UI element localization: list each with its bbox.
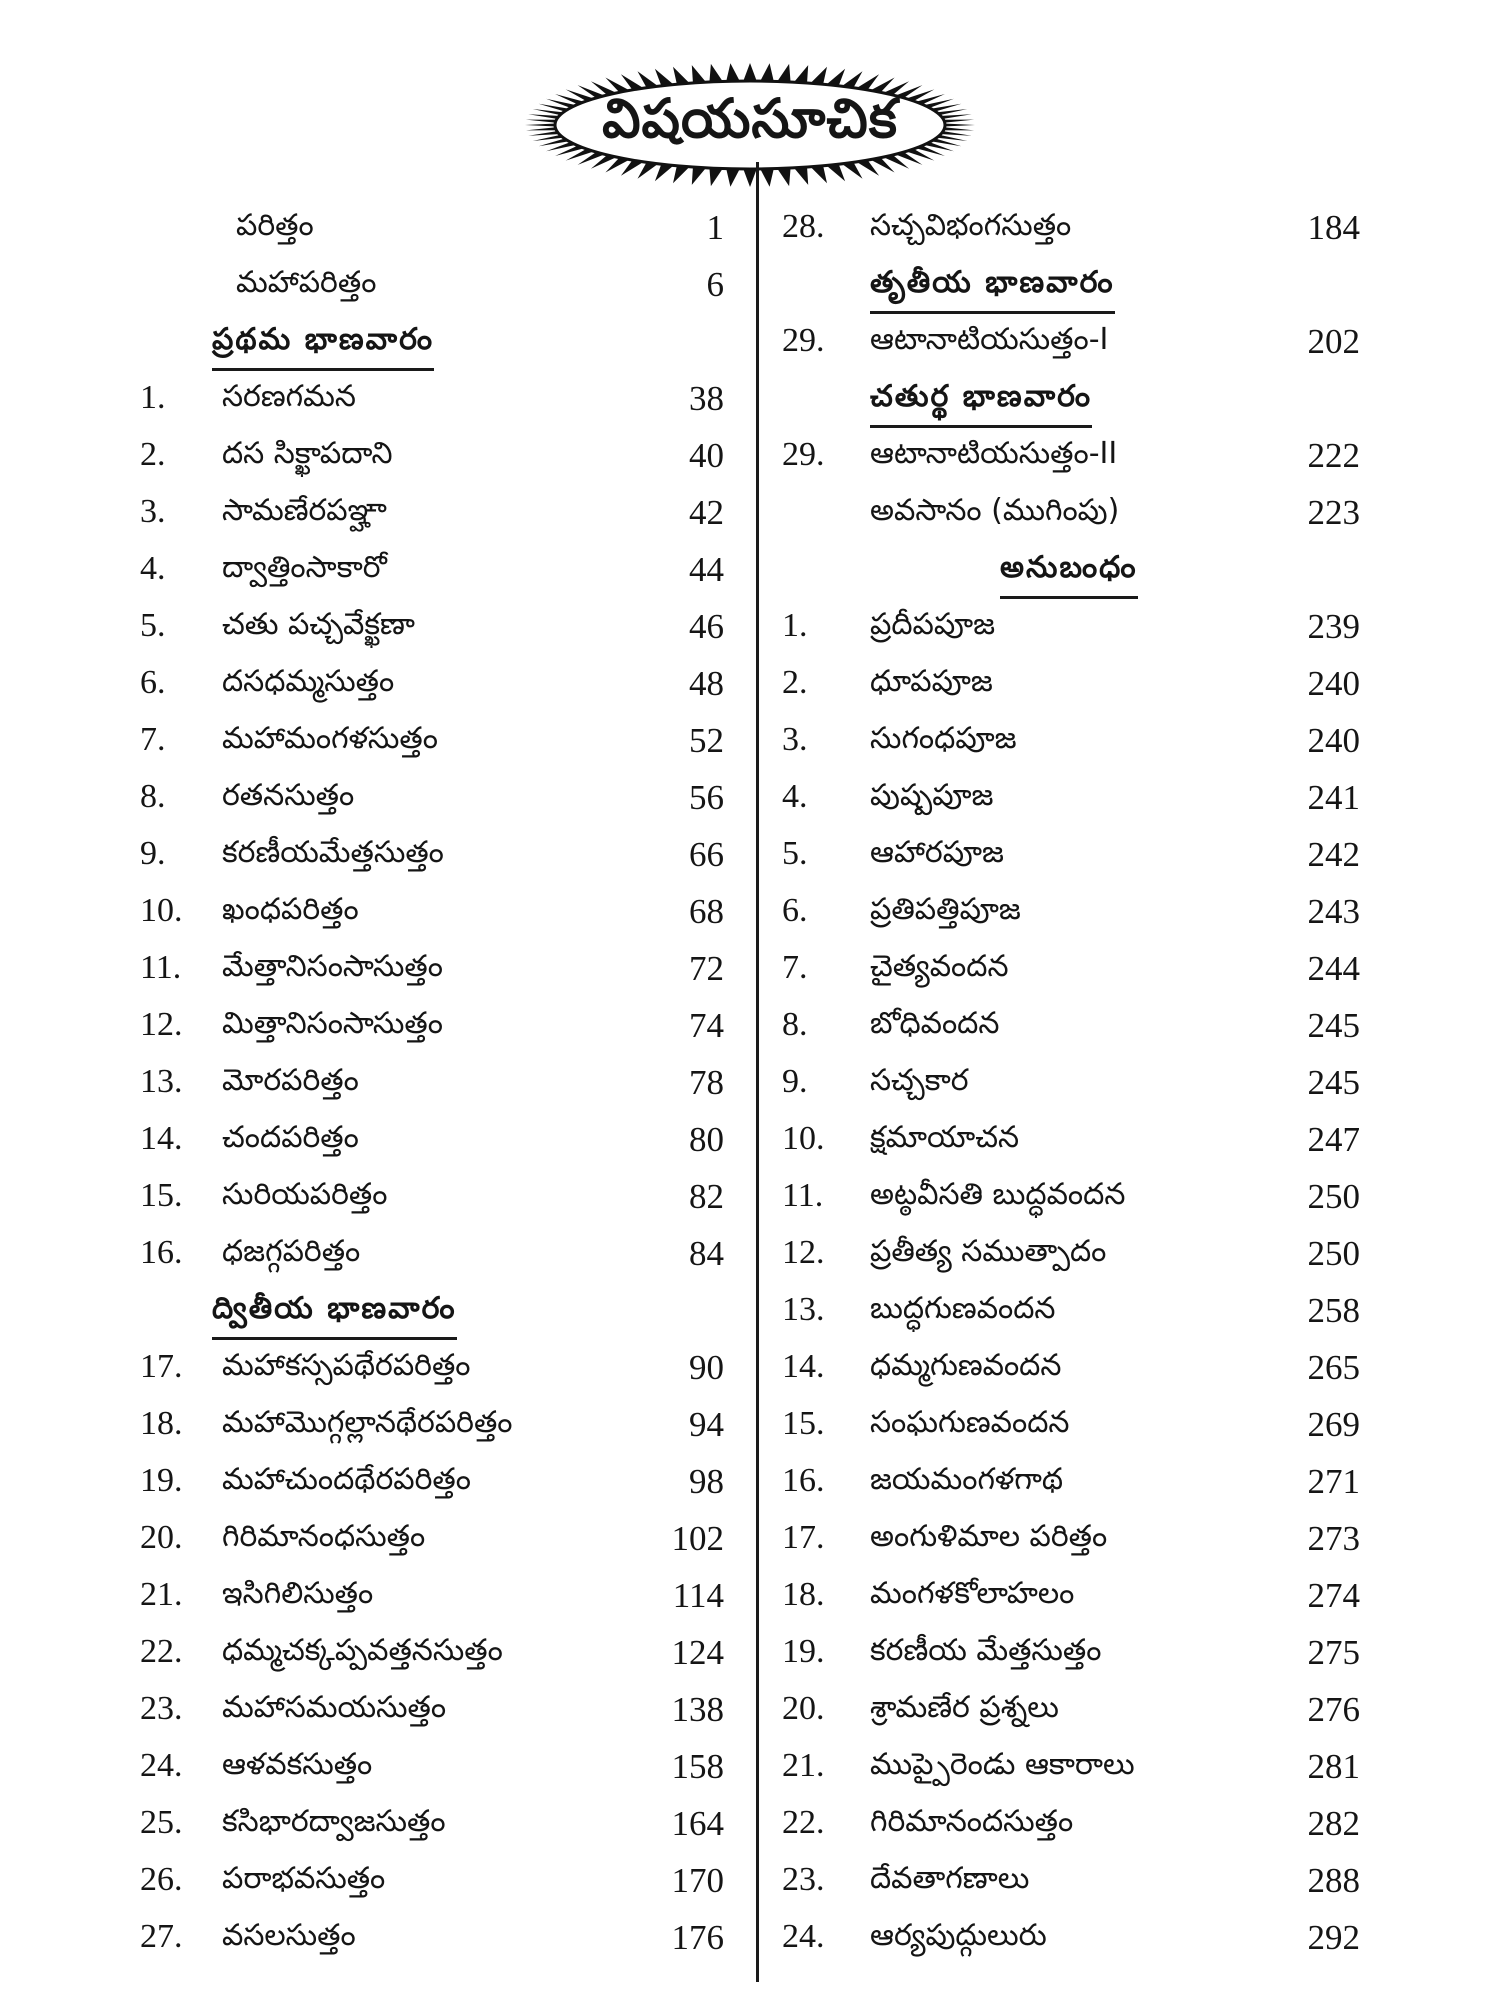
entry-title: ప్రదీపపూజ bbox=[870, 607, 996, 642]
column-divider bbox=[756, 162, 759, 1982]
section-heading-text: అనుబంధం bbox=[1000, 550, 1138, 599]
entry-number: 14. bbox=[140, 1120, 183, 1157]
entry-title: ఆర్యపుద్గులురు bbox=[870, 1918, 1047, 1953]
entry-number: 24. bbox=[782, 1918, 825, 1955]
toc-entry[interactable] bbox=[770, 1568, 1500, 1625]
entry-page: 271 bbox=[1307, 1462, 1360, 1501]
entry-page: 242 bbox=[1307, 835, 1360, 874]
entry-page: 6 bbox=[706, 265, 724, 304]
entry-page: 46 bbox=[689, 607, 724, 646]
entry-title: ముప్పైరెండు ఆకారాలు bbox=[870, 1747, 1135, 1782]
page-title: విషయసూచిక bbox=[602, 86, 898, 150]
entry-title: ఆహారపూజ bbox=[870, 835, 1004, 870]
section-heading bbox=[770, 257, 1500, 314]
right-column bbox=[770, 200, 1500, 1967]
entry-title: శ్రామణేర ప్రశ్నలు bbox=[870, 1690, 1059, 1725]
entry-title: వసలసుత్తం bbox=[222, 1918, 356, 1953]
entry-page: 258 bbox=[1307, 1291, 1360, 1330]
entry-page: 82 bbox=[689, 1177, 724, 1216]
entry-page: 42 bbox=[689, 493, 724, 532]
entry-title: కరణీయ మేత్తసుత్తం bbox=[870, 1633, 1102, 1668]
entry-title: ప్రతిపత్తిపూజ bbox=[870, 892, 1021, 927]
entry-title: మహాసమయసుత్తం bbox=[222, 1690, 447, 1725]
toc-entry[interactable] bbox=[770, 428, 1500, 485]
entry-title: సరణగమన bbox=[222, 379, 356, 414]
toc-entry[interactable] bbox=[0, 485, 740, 542]
entry-number: 21. bbox=[140, 1576, 183, 1613]
toc-entry[interactable] bbox=[770, 1169, 1500, 1226]
entry-title: రతనసుత్తం bbox=[222, 778, 355, 813]
toc-entry[interactable] bbox=[770, 314, 1500, 371]
entry-page: 247 bbox=[1307, 1120, 1360, 1159]
entry-number: 14. bbox=[782, 1348, 825, 1385]
toc-entry[interactable] bbox=[770, 713, 1500, 770]
entry-number: 5. bbox=[782, 835, 808, 872]
section-heading bbox=[770, 371, 1500, 428]
entry-number: 19. bbox=[140, 1462, 183, 1499]
entry-title: ఆళవకసుత్తం bbox=[222, 1747, 373, 1782]
entry-title: ధమ్మగుణవందన bbox=[870, 1348, 1062, 1383]
left-column bbox=[0, 200, 740, 1967]
entry-number: 2. bbox=[782, 664, 808, 701]
entry-page: 170 bbox=[671, 1861, 724, 1900]
entry-title: గిరిమానందసుత్తం bbox=[870, 1804, 1074, 1839]
entry-page: 241 bbox=[1307, 778, 1360, 817]
entry-page: 269 bbox=[1307, 1405, 1360, 1444]
entry-page: 56 bbox=[689, 778, 724, 817]
section-heading-text: ద్వితీయ భాణవారం bbox=[212, 1291, 457, 1340]
entry-number: 13. bbox=[782, 1291, 825, 1328]
entry-number: 7. bbox=[140, 721, 166, 758]
entry-page: 276 bbox=[1307, 1690, 1360, 1729]
entry-title: సంఘగుణవందన bbox=[870, 1405, 1070, 1440]
toc-entry[interactable] bbox=[0, 1568, 740, 1625]
entry-title: ఖంధపరిత్తం bbox=[222, 892, 359, 927]
toc-entry[interactable] bbox=[770, 1397, 1500, 1454]
entry-page: 202 bbox=[1307, 322, 1360, 361]
entry-page: 250 bbox=[1307, 1234, 1360, 1273]
entry-title: ధూపపూజ bbox=[870, 664, 993, 699]
entry-number: 17. bbox=[782, 1519, 825, 1556]
section-heading-text: ప్రథమ భాణవారం bbox=[212, 322, 434, 371]
entry-title: ఆటానాటియసుత్తం-I bbox=[870, 322, 1109, 357]
entry-number: 6. bbox=[140, 664, 166, 701]
toc-entry[interactable] bbox=[770, 827, 1500, 884]
entry-title: సుగంధపూజ bbox=[870, 721, 1017, 756]
entry-number: 10. bbox=[782, 1120, 825, 1157]
section-heading-text: చతుర్థ భాణవారం bbox=[870, 379, 1092, 428]
entry-title: ధమ్మచక్కప్పవత్తనసుత్తం bbox=[222, 1633, 503, 1668]
entry-title: ద్వాత్తింసాకారో bbox=[222, 550, 387, 585]
entry-title: అంగుళిమాల పరిత్తం bbox=[870, 1519, 1108, 1554]
entry-page: 98 bbox=[689, 1462, 724, 1501]
entry-title: అట్ఠవీసతి బుద్ధవందన bbox=[870, 1177, 1126, 1212]
toc-entry[interactable] bbox=[0, 656, 740, 713]
entry-number: 13. bbox=[140, 1063, 183, 1100]
entry-title: మహామంగళసుత్తం bbox=[222, 721, 438, 756]
toc-entry[interactable] bbox=[770, 1853, 1500, 1910]
entry-number: 9. bbox=[782, 1063, 808, 1100]
entry-title: గిరిమానంధసుత్తం bbox=[222, 1519, 426, 1554]
entry-page: 114 bbox=[672, 1576, 724, 1615]
entry-title: బుద్ధగుణవందన bbox=[870, 1291, 1056, 1326]
toc-entry[interactable] bbox=[0, 770, 740, 827]
entry-page: 94 bbox=[689, 1405, 724, 1444]
entry-page: 243 bbox=[1307, 892, 1360, 931]
toc-entry[interactable] bbox=[0, 884, 740, 941]
toc-entry[interactable] bbox=[0, 542, 740, 599]
entry-number: 8. bbox=[782, 1006, 808, 1043]
entry-page: 240 bbox=[1307, 721, 1360, 760]
entry-number: 23. bbox=[140, 1690, 183, 1727]
toc-entry[interactable] bbox=[770, 1283, 1500, 1340]
entry-page: 176 bbox=[671, 1918, 724, 1957]
entry-number: 27. bbox=[140, 1918, 183, 1955]
entry-title: మిత్తానిసంసాసుత్తం bbox=[222, 1006, 443, 1041]
entry-number: 4. bbox=[782, 778, 808, 815]
toc-entry[interactable] bbox=[0, 1625, 740, 1682]
toc-entry[interactable] bbox=[0, 1853, 740, 1910]
entry-page: 240 bbox=[1307, 664, 1360, 703]
entry-number: 15. bbox=[782, 1405, 825, 1442]
entry-title: జయమంగళగాథ bbox=[870, 1462, 1064, 1497]
toc-entry[interactable] bbox=[0, 371, 740, 428]
entry-number: 20. bbox=[782, 1690, 825, 1727]
toc-entry[interactable] bbox=[0, 1511, 740, 1568]
entry-page: 72 bbox=[689, 949, 724, 988]
entry-page: 38 bbox=[689, 379, 724, 418]
entry-number: 2. bbox=[140, 436, 166, 473]
entry-title: కరణీయమేత్తసుత్తం bbox=[222, 835, 444, 870]
entry-title: దేవతాగణాలు bbox=[870, 1861, 1030, 1896]
toc-entry[interactable] bbox=[0, 941, 740, 998]
entry-number: 10. bbox=[140, 892, 183, 929]
entry-number: 8. bbox=[140, 778, 166, 815]
entry-page: 184 bbox=[1307, 208, 1360, 247]
entry-page: 164 bbox=[671, 1804, 724, 1843]
toc-entry[interactable] bbox=[770, 1625, 1500, 1682]
toc-entry[interactable] bbox=[0, 1397, 740, 1454]
entry-page: 265 bbox=[1307, 1348, 1360, 1387]
entry-title: ప్రతీత్య సముత్పాదం bbox=[870, 1234, 1107, 1269]
entry-page: 239 bbox=[1307, 607, 1360, 646]
toc-entry[interactable] bbox=[770, 1910, 1500, 1967]
entry-number: 25. bbox=[140, 1804, 183, 1841]
toc-entry[interactable] bbox=[770, 656, 1500, 713]
entry-title: చందపరిత్తం bbox=[222, 1120, 359, 1155]
toc-entry[interactable] bbox=[0, 257, 740, 314]
toc-entry[interactable] bbox=[0, 599, 740, 656]
entry-number: 16. bbox=[140, 1234, 183, 1271]
entry-page: 84 bbox=[689, 1234, 724, 1273]
toc-entry[interactable] bbox=[0, 713, 740, 770]
entry-page: 244 bbox=[1307, 949, 1360, 988]
entry-number: 12. bbox=[782, 1234, 825, 1271]
toc-entry[interactable] bbox=[770, 884, 1500, 941]
entry-number: 7. bbox=[782, 949, 808, 986]
entry-number: 22. bbox=[140, 1633, 183, 1670]
entry-title: అవసానం (ముగింపు) bbox=[870, 493, 1120, 528]
entry-title: మేత్తానిసంసాసుత్తం bbox=[222, 949, 443, 984]
entry-page: 158 bbox=[671, 1747, 724, 1786]
toc-entry[interactable] bbox=[770, 1796, 1500, 1853]
entry-page: 78 bbox=[689, 1063, 724, 1102]
entry-title: మహాపరిత్తం bbox=[236, 265, 377, 300]
entry-page: 52 bbox=[689, 721, 724, 760]
entry-page: 250 bbox=[1307, 1177, 1360, 1216]
entry-title: దసధమ్మసుత్తం bbox=[222, 664, 395, 699]
entry-number: 23. bbox=[782, 1861, 825, 1898]
toc-entry[interactable] bbox=[0, 1112, 740, 1169]
toc-entry[interactable] bbox=[0, 428, 740, 485]
entry-title: ఇసిగిలిసుత్తం bbox=[222, 1576, 374, 1611]
toc-entry[interactable] bbox=[0, 1910, 740, 1967]
toc-entry[interactable] bbox=[770, 485, 1500, 542]
entry-title: ధజగ్గపరిత్తం bbox=[222, 1234, 361, 1269]
toc-entry[interactable] bbox=[770, 1682, 1500, 1739]
toc-entry[interactable] bbox=[0, 1340, 740, 1397]
toc-entry[interactable] bbox=[0, 1226, 740, 1283]
entry-page: 281 bbox=[1307, 1747, 1360, 1786]
entry-page: 124 bbox=[671, 1633, 724, 1672]
toc-entry[interactable] bbox=[0, 1169, 740, 1226]
entry-title: సామణేరపఞ్హా bbox=[222, 493, 387, 528]
entry-number: 3. bbox=[782, 721, 808, 758]
toc-entry[interactable] bbox=[0, 1454, 740, 1511]
toc-entry[interactable] bbox=[0, 998, 740, 1055]
toc-entry[interactable] bbox=[770, 770, 1500, 827]
entry-page: 68 bbox=[689, 892, 724, 931]
entry-page: 80 bbox=[689, 1120, 724, 1159]
entry-title: మహాచుందథేరపరిత్తం bbox=[222, 1462, 471, 1497]
entry-page: 275 bbox=[1307, 1633, 1360, 1672]
toc-entry[interactable] bbox=[770, 200, 1500, 257]
entry-number: 17. bbox=[140, 1348, 183, 1385]
entry-number: 18. bbox=[782, 1576, 825, 1613]
entry-title: పుష్పపూజ bbox=[870, 778, 994, 813]
entry-page: 288 bbox=[1307, 1861, 1360, 1900]
entry-title: కసిభారద్వాజసుత్తం bbox=[222, 1804, 446, 1839]
entry-title: మోరపరిత్తం bbox=[222, 1063, 359, 1098]
entry-title: సురియపరిత్తం bbox=[222, 1177, 388, 1212]
section-heading bbox=[0, 1283, 740, 1340]
entry-number: 29. bbox=[782, 436, 825, 473]
entry-page: 1 bbox=[706, 208, 724, 247]
entry-page: 245 bbox=[1307, 1006, 1360, 1045]
entry-page: 273 bbox=[1307, 1519, 1360, 1558]
entry-title: సచ్చకార bbox=[870, 1063, 969, 1098]
entry-number: 3. bbox=[140, 493, 166, 530]
section-heading bbox=[0, 314, 740, 371]
toc-entry[interactable] bbox=[0, 827, 740, 884]
entry-page: 223 bbox=[1307, 493, 1360, 532]
entry-title: మహాకస్సపథేరపరిత్తం bbox=[222, 1348, 471, 1383]
entry-title: దస సిక్ఖాపదాని bbox=[222, 436, 393, 471]
entry-page: 48 bbox=[689, 664, 724, 703]
entry-page: 138 bbox=[671, 1690, 724, 1729]
entry-page: 74 bbox=[689, 1006, 724, 1045]
entry-page: 90 bbox=[689, 1348, 724, 1387]
entry-number: 22. bbox=[782, 1804, 825, 1841]
toc-entry[interactable] bbox=[0, 200, 740, 257]
toc-entry[interactable] bbox=[0, 1739, 740, 1796]
entry-number: 1. bbox=[140, 379, 166, 416]
entry-number: 28. bbox=[782, 208, 825, 245]
entry-number: 20. bbox=[140, 1519, 183, 1556]
entry-title: పరాభవసుత్తం bbox=[222, 1861, 386, 1896]
toc-entry[interactable] bbox=[770, 941, 1500, 998]
toc-entry[interactable] bbox=[770, 599, 1500, 656]
entry-title: మంగళకోలాహలం bbox=[870, 1576, 1075, 1611]
toc-entry[interactable] bbox=[770, 998, 1500, 1055]
entry-page: 44 bbox=[689, 550, 724, 589]
entry-number: 9. bbox=[140, 835, 166, 872]
entry-page: 40 bbox=[689, 436, 724, 475]
entry-title: చైత్యవందన bbox=[870, 949, 1009, 984]
entry-title: పరిత్తం bbox=[236, 208, 314, 243]
entry-number: 6. bbox=[782, 892, 808, 929]
toc-entry[interactable] bbox=[0, 1055, 740, 1112]
entry-title: మహామొగ్గల్లానథేరపరిత్తం bbox=[222, 1405, 513, 1440]
entry-page: 274 bbox=[1307, 1576, 1360, 1615]
entry-title: బోధివందన bbox=[870, 1006, 1000, 1041]
entry-page: 292 bbox=[1307, 1918, 1360, 1957]
toc-entry[interactable] bbox=[0, 1796, 740, 1853]
entry-page: 66 bbox=[689, 835, 724, 874]
section-heading-text: తృతీయ భాణవారం bbox=[870, 265, 1115, 314]
entry-page: 222 bbox=[1307, 436, 1360, 475]
toc-entry[interactable] bbox=[770, 1340, 1500, 1397]
entry-number: 1. bbox=[782, 607, 808, 644]
title-badge bbox=[0, 60, 1500, 190]
entry-title: చతు పచ్చవేక్ఖణా bbox=[222, 607, 415, 642]
entry-number: 18. bbox=[140, 1405, 183, 1442]
entry-page: 245 bbox=[1307, 1063, 1360, 1102]
toc-entry[interactable] bbox=[770, 1511, 1500, 1568]
entry-number: 4. bbox=[140, 550, 166, 587]
entry-page: 282 bbox=[1307, 1804, 1360, 1843]
section-heading bbox=[770, 542, 1500, 599]
toc-entry[interactable] bbox=[770, 1739, 1500, 1796]
toc-entry[interactable] bbox=[770, 1454, 1500, 1511]
toc-entry[interactable] bbox=[0, 1682, 740, 1739]
entry-number: 29. bbox=[782, 322, 825, 359]
entry-title: సచ్చవిభంగసుత్తం bbox=[870, 208, 1072, 243]
toc-entry[interactable] bbox=[770, 1226, 1500, 1283]
entry-title: ఆటానాటియసుత్తం-II bbox=[870, 436, 1118, 471]
entry-number: 11. bbox=[782, 1177, 824, 1214]
toc-entry[interactable] bbox=[770, 1055, 1500, 1112]
entry-number: 21. bbox=[782, 1747, 825, 1784]
entry-number: 19. bbox=[782, 1633, 825, 1670]
entry-number: 12. bbox=[140, 1006, 183, 1043]
entry-number: 24. bbox=[140, 1747, 183, 1784]
entry-number: 5. bbox=[140, 607, 166, 644]
toc-entry[interactable] bbox=[770, 1112, 1500, 1169]
entry-title: క్షమాయాచన bbox=[870, 1120, 1020, 1155]
entry-number: 11. bbox=[140, 949, 182, 986]
entry-number: 26. bbox=[140, 1861, 183, 1898]
entry-page: 102 bbox=[671, 1519, 724, 1558]
entry-number: 15. bbox=[140, 1177, 183, 1214]
entry-number: 16. bbox=[782, 1462, 825, 1499]
